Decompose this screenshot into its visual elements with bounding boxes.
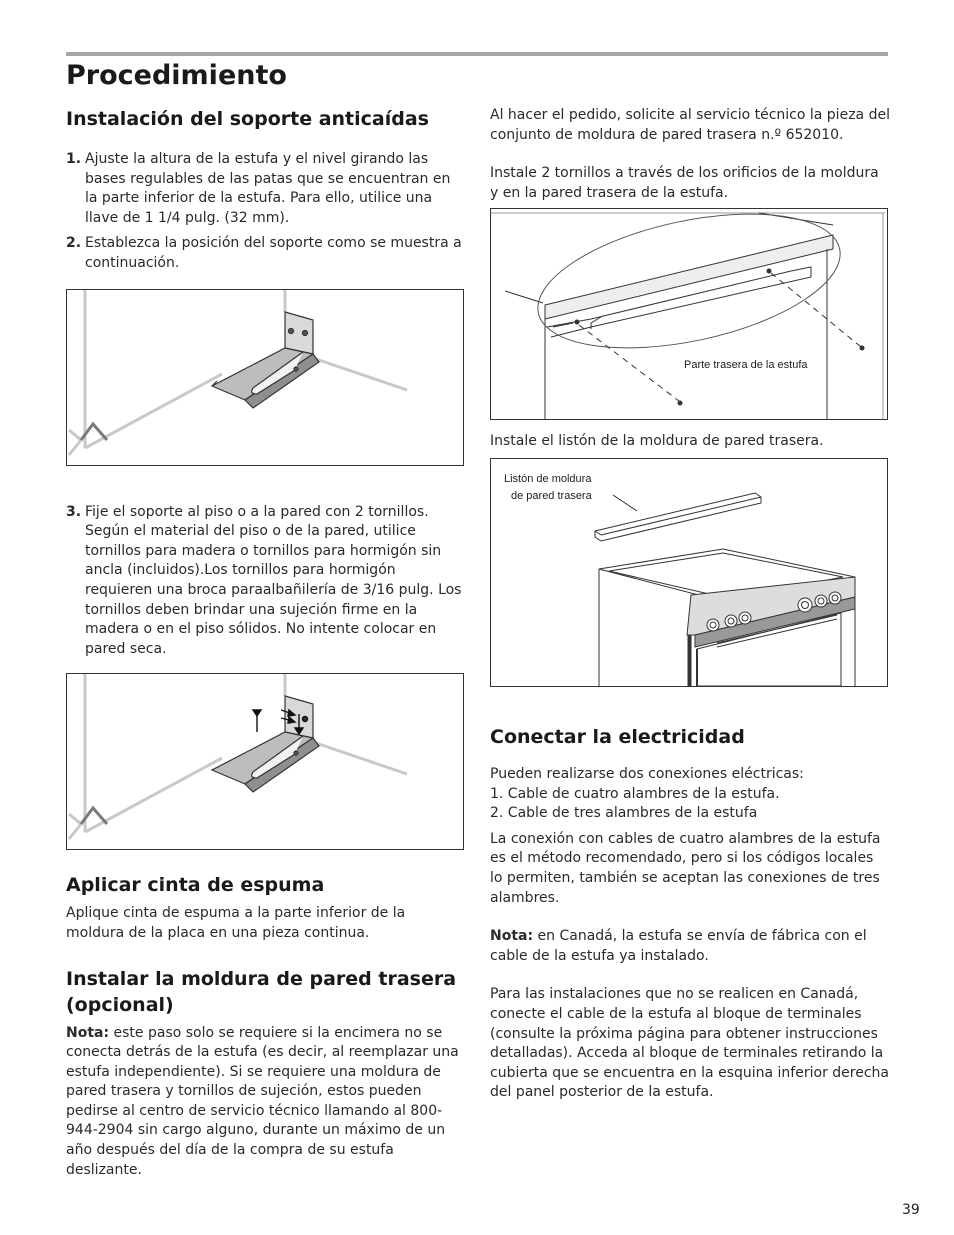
section-heading-moldura: Instalar la moldura de pared trasera (opcional) xyxy=(66,967,457,1016)
espuma-text: Aplique cinta de espuma a la parte inferior de la moldura de la placa en una pieza continua. xyxy=(66,905,406,941)
note-text: este paso solo se requiere si la encimera no se conecta detrás de la estufa (es decir, al reemplazar una estufa independiente). Si se requiere una moldura de pared trasera y tornillos de sujeción, estos pueden pedirse al centro de servicio técnico llamando al 800-944-2904 sin cargo alguno, durante un máximo de un año después del día de la compra de su estufa deslizante. xyxy=(66,1024,459,1178)
electricidad-option-2: 2. Cable de tres alambres de la estufa xyxy=(490,805,758,822)
moldura-note xyxy=(66,1024,464,1181)
left-column xyxy=(66,106,464,1180)
section-heading-espuma: Aplicar cinta de espuma xyxy=(66,874,325,897)
figure-back-molding-screws xyxy=(490,208,888,420)
step-item xyxy=(66,503,464,660)
figure-label-back: Parte trasera de la estufa xyxy=(684,359,808,372)
electricidad-option-1: 1. Cable de cuatro alambres de la estufa. xyxy=(490,785,780,802)
step-text: Fije el soporte al piso o a la pared con 2 tornillos. Según el material del piso o de la pared, utilice tornillos para madera o tornillos para hormigón sin ancla (incluidos).Los tornillos para hormigón requieren una broca paraalbañilería de 3/16 pulg. Los tornillos deben brindar una sujeción firme en la madera o en el piso sólidos. No intente colocar en pared seca. xyxy=(85,503,462,657)
step-number: 1. xyxy=(66,151,82,167)
note-label: Nota: xyxy=(66,1024,110,1041)
top-rule xyxy=(66,52,888,56)
step-number: 2. xyxy=(66,235,82,252)
install-text: Instale el listón de la moldura de pared trasera. xyxy=(490,433,824,450)
figure-bracket-position xyxy=(66,289,464,466)
electricidad-intro: Pueden realizarse dos conexiones eléctricas: xyxy=(490,765,804,782)
section-heading-soporte: Instalación del soporte anticaídas xyxy=(66,108,429,130)
electricidad-para1: La conexión con cables de cuatro alambres de la estufa es el método recomendado, pero si los códigos locales lo permiten, también se aceptan las conexiones de tres alambres. xyxy=(490,830,881,906)
figure-label-strip-line1: Listón de moldura xyxy=(504,472,592,485)
figure-label-strip-line2: de pared trasera xyxy=(511,489,592,502)
step-item xyxy=(66,150,464,228)
electricidad-para2: Para las instalaciones que no se realicen en Canadá, conecte el cable de la estufa al bloque de terminales (consulte la próxima página para obtener instrucciones detalladas). Acceda al bloque de terminales retirando la cubierta que se encuentra en la esquina inferior derecha del panel posterior de la estufa. xyxy=(490,986,889,1101)
note-label: Nota: xyxy=(490,928,534,945)
electricidad-note xyxy=(490,927,890,966)
steps-list-1 xyxy=(66,150,464,274)
page-title: Procedimiento xyxy=(66,60,287,91)
step-number: 3. xyxy=(66,503,82,520)
section-heading-electricidad: Conectar la electricidad xyxy=(490,725,745,748)
right-column xyxy=(490,106,890,1103)
screws-text: Instale 2 tornillos a través de los orificios de la moldura y en la pared trasera de la estufa. xyxy=(490,165,879,201)
step-text: Establezca la posición del soporte como se muestra a continuación. xyxy=(85,235,462,271)
order-text: Al hacer el pedido, solicite al servicio técnico la pieza del conjunto de moldura de pared trasera n.º 652010. xyxy=(490,107,890,143)
step-text: Ajuste la altura de la estufa y el nivel girando las bases regulables de las patas que se encuentran en la parte inferior de la estufa. Para ello, utilice una llave de 1 1/4 pulg. (32 mm). xyxy=(85,151,451,226)
figure-bracket-screws xyxy=(66,673,464,850)
page-number: 39 xyxy=(902,1202,920,1218)
figure-molding-strip xyxy=(490,458,888,687)
note-text: en Canadá, la estufa se envía de fábrica con el cable de la estufa ya instalado. xyxy=(490,928,867,964)
step-item xyxy=(66,234,464,273)
steps-list-2 xyxy=(66,503,464,660)
